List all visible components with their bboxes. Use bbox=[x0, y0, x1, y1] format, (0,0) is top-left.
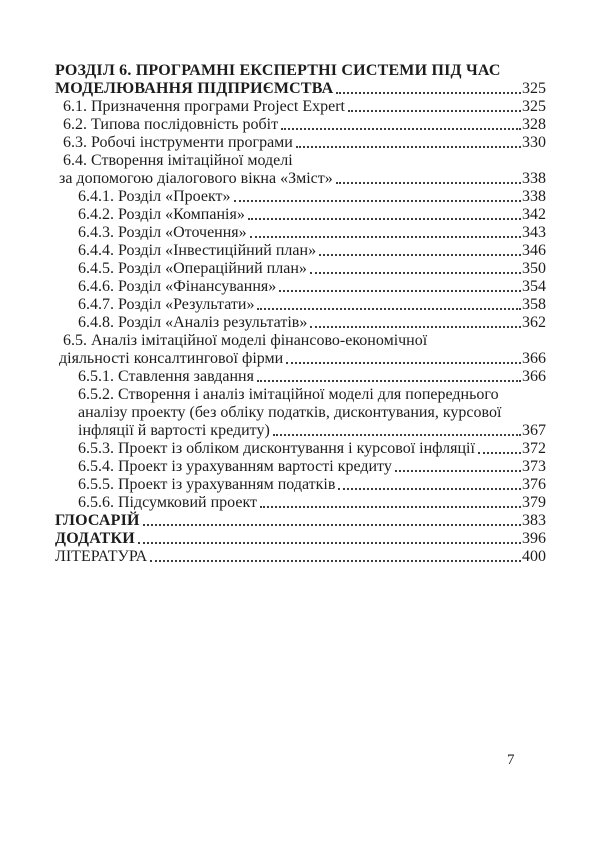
toc-dot-leader bbox=[310, 326, 521, 328]
toc-page-number: 328 bbox=[522, 116, 546, 133]
toc-entry-text: 6.5.1. Ставлення завдання bbox=[78, 368, 254, 385]
toc-entry bbox=[55, 530, 546, 548]
toc-dot-leader bbox=[319, 254, 521, 256]
toc-entry bbox=[55, 116, 546, 134]
toc-page-number: 396 bbox=[522, 530, 546, 547]
toc-page-number: 373 bbox=[522, 458, 546, 475]
toc-dot-leader bbox=[286, 362, 521, 364]
toc-entry-text: 6.4.4. Розділ «Інвестиційний план» bbox=[78, 242, 317, 259]
toc-dot-leader bbox=[257, 308, 521, 310]
toc-entry bbox=[55, 278, 546, 296]
toc-dot-leader bbox=[338, 488, 521, 490]
toc-entry bbox=[55, 62, 546, 80]
toc-entry-text: 6.4.6. Розділ «Фінансування» bbox=[78, 278, 277, 295]
toc-entry bbox=[55, 224, 546, 242]
toc-page-number: 338 bbox=[522, 170, 546, 187]
toc-entry-text: 6.5.6. Підсумковий проект bbox=[78, 494, 257, 511]
toc-entry-text: ГЛОСАРІЙ bbox=[55, 512, 140, 529]
toc-page-number: 346 bbox=[522, 242, 546, 259]
toc-entry bbox=[55, 314, 546, 332]
toc-entry bbox=[55, 98, 546, 116]
toc-entry-text: діяльності консалтингової фірми bbox=[59, 350, 284, 367]
toc-page-number: 325 bbox=[522, 98, 546, 115]
toc-entry-text: 6.5.2. Створення і аналіз імітаційної моделі для попереднього bbox=[78, 386, 499, 403]
toc-page-number: 325 bbox=[522, 80, 546, 97]
toc-entry bbox=[55, 422, 546, 440]
toc-dot-leader bbox=[234, 200, 521, 202]
toc-entry-text: 6.1. Призначення програми Project Expert bbox=[63, 98, 345, 115]
toc-entry-text: аналізу проекту (без обліку податків, дисконтувания, курсової bbox=[78, 404, 502, 421]
toc-dot-leader bbox=[250, 236, 521, 238]
toc-entry-text: за допомогою діалогового вікна «Зміст» bbox=[59, 170, 333, 187]
toc-page-number: 376 bbox=[522, 476, 546, 493]
toc-list bbox=[55, 62, 546, 566]
toc-entry-text: інфляції й вартості кредиту) bbox=[78, 422, 270, 439]
toc-entry-text: ДОДАТКИ bbox=[55, 530, 135, 547]
toc-entry bbox=[55, 440, 546, 458]
toc-page-number: 366 bbox=[522, 368, 546, 385]
toc-dot-leader bbox=[296, 146, 521, 148]
toc-entry-text: МОДЕЛЮВАННЯ ПІДПРИЄМСТВА bbox=[55, 80, 334, 97]
toc-entry bbox=[55, 404, 546, 422]
toc-entry-text: 6.4.8. Розділ «Аналіз результатів» bbox=[78, 314, 308, 331]
toc-dot-leader bbox=[257, 380, 521, 382]
table-of-contents bbox=[55, 62, 546, 566]
toc-page-number: 400 bbox=[522, 548, 546, 565]
toc-entry bbox=[55, 80, 546, 98]
toc-dot-leader bbox=[310, 272, 521, 274]
toc-dot-leader bbox=[260, 506, 521, 508]
toc-page-number: 367 bbox=[522, 422, 546, 439]
toc-dot-leader bbox=[281, 128, 521, 130]
toc-page-number: 354 bbox=[522, 278, 546, 295]
toc-entry bbox=[55, 260, 546, 278]
toc-entry bbox=[55, 332, 546, 350]
toc-entry bbox=[55, 188, 546, 206]
toc-entry-text: 6.5. Аналіз імітаційної моделі фінансово-економічної bbox=[63, 332, 428, 349]
toc-page-number: 343 bbox=[522, 224, 546, 241]
toc-dot-leader bbox=[348, 110, 521, 112]
toc-entry bbox=[55, 206, 546, 224]
toc-dot-leader bbox=[138, 542, 521, 544]
toc-entry bbox=[55, 476, 546, 494]
toc-entry-text: 6.4.7. Розділ «Результати» bbox=[78, 296, 255, 313]
toc-entry-text: 6.4.5. Розділ «Операційний план» bbox=[78, 260, 307, 277]
toc-entry bbox=[55, 548, 546, 566]
toc-entry-text: 6.5.3. Проект із обліком дисконтування і курсової інфляції bbox=[78, 440, 475, 457]
toc-dot-leader bbox=[395, 470, 521, 472]
toc-entry bbox=[55, 242, 546, 260]
toc-page-number: 379 bbox=[522, 494, 546, 511]
toc-entry bbox=[55, 152, 546, 170]
toc-entry-text: 6.4.1. Розділ «Проект» bbox=[78, 188, 231, 205]
toc-page-number: 342 bbox=[522, 206, 546, 223]
toc-entry bbox=[55, 512, 546, 530]
toc-dot-leader bbox=[150, 560, 521, 562]
toc-dot-leader bbox=[143, 524, 521, 526]
toc-page-number: 383 bbox=[522, 512, 546, 529]
toc-entry-text: ЛІТЕРАТУРА bbox=[55, 548, 148, 565]
toc-entry-text: 6.4.3. Розділ «Оточення» bbox=[78, 224, 247, 241]
page-number: 7 bbox=[507, 752, 515, 768]
toc-entry-text: 6.4. Створення імітаційної моделі bbox=[63, 152, 293, 169]
toc-dot-leader bbox=[248, 218, 521, 220]
toc-page-number: 338 bbox=[522, 188, 546, 205]
toc-dot-leader bbox=[478, 452, 521, 454]
toc-entry-text: 6.4.2. Розділ «Компанія» bbox=[78, 206, 245, 223]
toc-dot-leader bbox=[279, 290, 521, 292]
toc-entry-text: 6.2. Типова послідовність робіт bbox=[63, 116, 279, 133]
toc-entry bbox=[55, 170, 546, 188]
toc-entry bbox=[55, 494, 546, 512]
toc-entry bbox=[55, 134, 546, 152]
toc-dot-leader bbox=[336, 182, 521, 184]
toc-entry bbox=[55, 368, 546, 386]
toc-page-number: 372 bbox=[522, 440, 546, 457]
toc-page-number: 366 bbox=[522, 350, 546, 367]
toc-entry-text: 6.3. Робочі інструменти програми bbox=[63, 134, 293, 151]
toc-page-number: 362 bbox=[522, 314, 546, 331]
toc-page-number: 358 bbox=[522, 296, 546, 313]
toc-entry bbox=[55, 458, 546, 476]
toc-entry-text: РОЗДІЛ 6. ПРОГРАМНІ ЕКСПЕРТНІ СИСТЕМИ ПІД ЧАС bbox=[55, 62, 501, 79]
toc-entry bbox=[55, 350, 546, 368]
toc-dot-leader bbox=[336, 92, 521, 94]
toc-entry bbox=[55, 296, 546, 314]
toc-page-number: 350 bbox=[522, 260, 546, 277]
toc-dot-leader bbox=[273, 434, 521, 436]
toc-page-number: 330 bbox=[522, 134, 546, 151]
toc-entry-text: 6.5.4. Проект із урахуванням вартості кредиту bbox=[78, 458, 392, 475]
toc-entry bbox=[55, 386, 546, 404]
toc-entry-text: 6.5.5. Проект із урахуванням податків bbox=[78, 476, 336, 493]
